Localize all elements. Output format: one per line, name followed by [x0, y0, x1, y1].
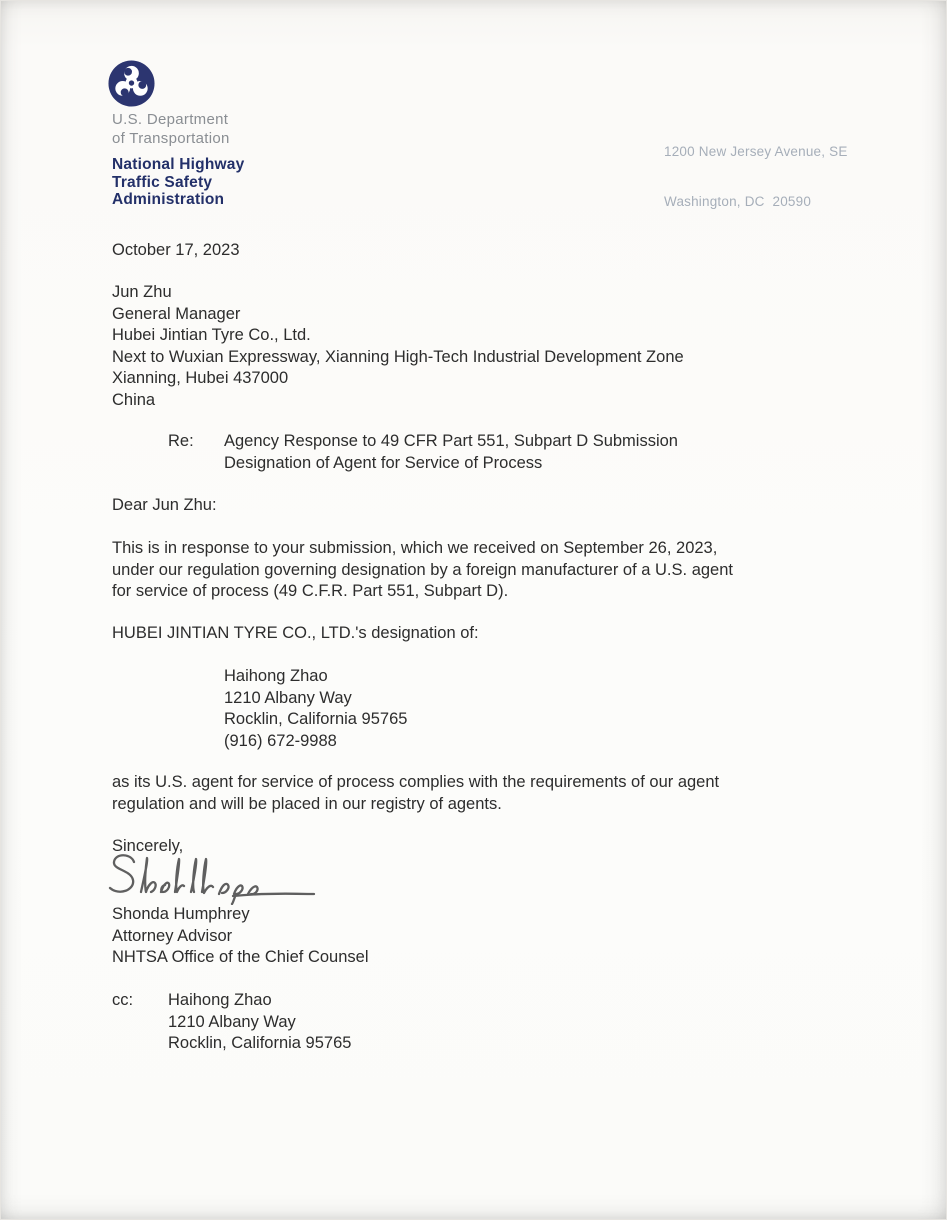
recipient-line: Next to Wuxian Expressway, Xianning High-Tech Industrial Development Zone [112, 347, 684, 366]
re-subject-line: Designation of Agent for Service of Process [224, 453, 543, 472]
cc-label: cc: [112, 991, 134, 1009]
recipient-line: Hubei Jintian Tyre Co., Ltd. [112, 326, 311, 344]
re-label: Re: [168, 432, 194, 450]
paragraph-line: This is in response to your submission, which we received on September 26, 2023, [112, 539, 718, 557]
cc-block [112, 990, 351, 1055]
cc-line: Haihong Zhao [168, 991, 272, 1009]
recipient-line: China [112, 390, 156, 409]
hq-address [664, 111, 848, 243]
paragraph-line: for service of process (49 C.F.R. Part 551, Subpart D). [112, 582, 509, 600]
paragraph-line: regulation and will be placed in our registry of agents. [112, 794, 502, 813]
department-line: of Transportation [112, 129, 230, 147]
signer-name: Shonda Humphrey [112, 905, 250, 923]
designation-intro: HUBEI JINTIAN TYRE CO., LTD.'s designation of: [112, 624, 479, 642]
us-dot-logo-icon [107, 59, 156, 108]
paragraph-line: as its U.S. agent for service of process complies with the requirements of our agent [112, 773, 720, 791]
department-line: U.S. Department [112, 111, 229, 128]
agent-line: 1210 Albany Way [224, 688, 352, 707]
department-name [112, 111, 230, 148]
agent-line: (916) 672-9988 [224, 731, 337, 750]
agency-line: Traffic Safety [112, 173, 213, 191]
recipient-line: Jun Zhu [112, 283, 172, 301]
signer-title: Attorney Advisor [112, 926, 233, 945]
hq-address-line: Washington, DC 20590 [664, 193, 812, 209]
agency-line: National Highway [112, 156, 245, 173]
recipient-line: General Manager [112, 304, 241, 323]
agent-line: Haihong Zhao [224, 667, 328, 685]
cc-lines [168, 990, 351, 1055]
signer-office: NHTSA Office of the Chief Counsel [112, 948, 369, 966]
letter-date: October 17, 2023 [112, 241, 240, 259]
closing: Sincerely, [112, 837, 184, 855]
agency-name [112, 156, 244, 209]
paragraph-response [112, 538, 733, 603]
paragraph-line: under our regulation governing designation by a foreign manufacturer of a U.S. agent [112, 560, 733, 579]
re-subject-lines [224, 431, 678, 474]
cc-line: 1210 Albany Way [168, 1012, 296, 1031]
recipient-address [112, 282, 684, 411]
re-subject-block [168, 431, 678, 474]
salutation: Dear Jun Zhu: [112, 496, 217, 514]
agent-address-block [224, 666, 407, 752]
agent-line: Rocklin, California 95765 [224, 710, 408, 728]
recipient-line: Xianning, Hubei 437000 [112, 369, 289, 387]
signature-image [103, 849, 321, 905]
signer-block [112, 904, 368, 969]
hq-address-line: 1200 New Jersey Avenue, SE [664, 144, 848, 159]
cc-line: Rocklin, California 95765 [168, 1034, 352, 1052]
re-subject-line: Agency Response to 49 CFR Part 551, Subpart D Submission [224, 432, 678, 450]
paragraph-compliance [112, 772, 719, 815]
agency-line: Administration [112, 191, 225, 208]
